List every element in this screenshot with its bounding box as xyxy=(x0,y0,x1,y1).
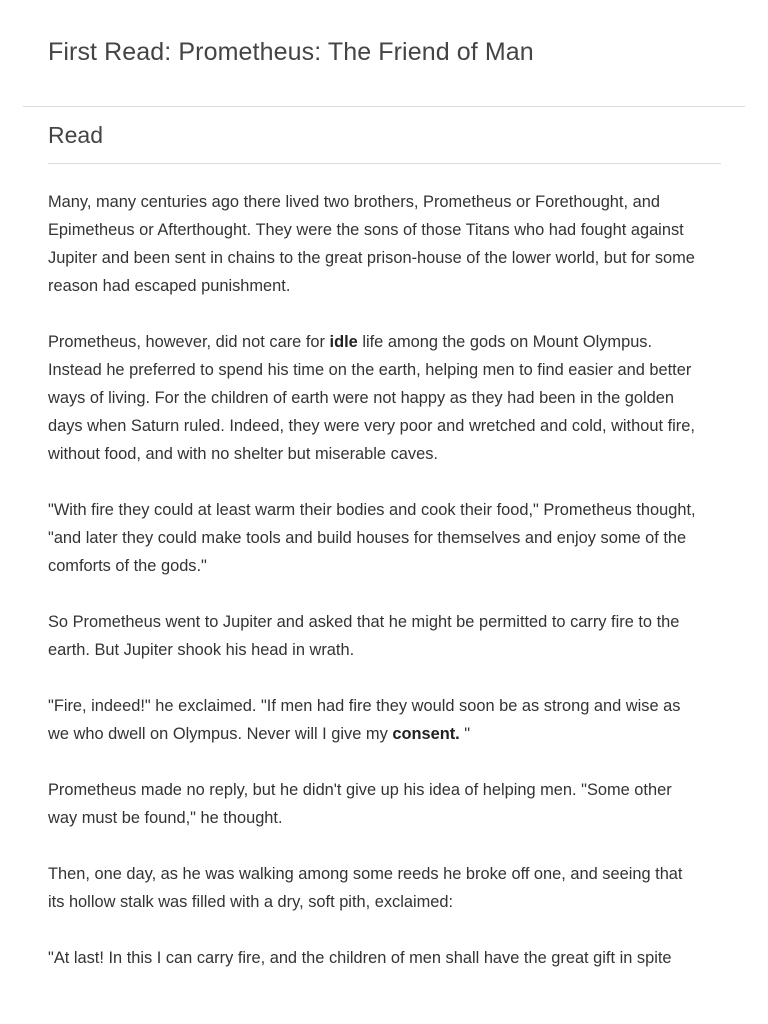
section-title: Read xyxy=(48,122,103,148)
paragraph-3: "With fire they could at least warm their bodies and cook their food," Prometheus thought, "and later they could make tools and build houses for themselves and enjoy some of the comforts of the gods." xyxy=(48,501,696,575)
section-header xyxy=(48,107,721,164)
paragraph-2 xyxy=(48,328,698,468)
paragraph-6: Prometheus made no reply, but he didn't give up his idea of helping men. "Some other way must be found," he thought. xyxy=(48,781,672,827)
paragraph-7: Then, one day, as he was walking among some reeds he broke off one, and seeing that its hollow stalk was filled with a dry, soft pith, exclaimed: xyxy=(48,865,683,911)
paragraph-5 xyxy=(48,692,698,748)
vocab-word-idle[interactable]: idle xyxy=(329,333,358,351)
read-section xyxy=(48,107,721,972)
vocab-word-consent[interactable]: consent. xyxy=(392,725,460,743)
paragraph-4: So Prometheus went to Jupiter and asked that he might be permitted to carry fire to the earth. But Jupiter shook his head in wrath. xyxy=(48,613,680,659)
paragraph-5-after: " xyxy=(459,725,471,743)
paragraph-1: Many, many centuries ago there lived two brothers, Prometheus or Forethought, and Epimetheus or Afterthought. They were the sons of those Titans who had fought against Jupiter and been sent in chains to the great prison-house of the lower world, but for some reason had escaped punishment. xyxy=(48,193,695,295)
paragraph-2-after: life among the gods on Mount Olympus. Instead he preferred to spend his time on the earth, helping men to find easier and better ways of living. For the children of earth were not happy as they had been in the golden days when Saturn ruled. Indeed, they were very poor and wretched and cold, without fire, without food, and with no shelter but miserable caves. xyxy=(48,333,695,463)
reading-text xyxy=(48,164,698,972)
page-title: First Read: Prometheus: The Friend of Man xyxy=(48,38,534,66)
paragraph-8: "At last! In this I can carry fire, and the children of men shall have the great gift in spite xyxy=(48,949,672,967)
page-header xyxy=(23,0,745,107)
paragraph-5-before: "Fire, indeed!" he exclaimed. "If men had fire they would soon be as strong and wise as we who dwell on Olympus. Never will I give my xyxy=(48,697,681,743)
paragraph-2-before: Prometheus, however, did not care for xyxy=(48,333,330,351)
